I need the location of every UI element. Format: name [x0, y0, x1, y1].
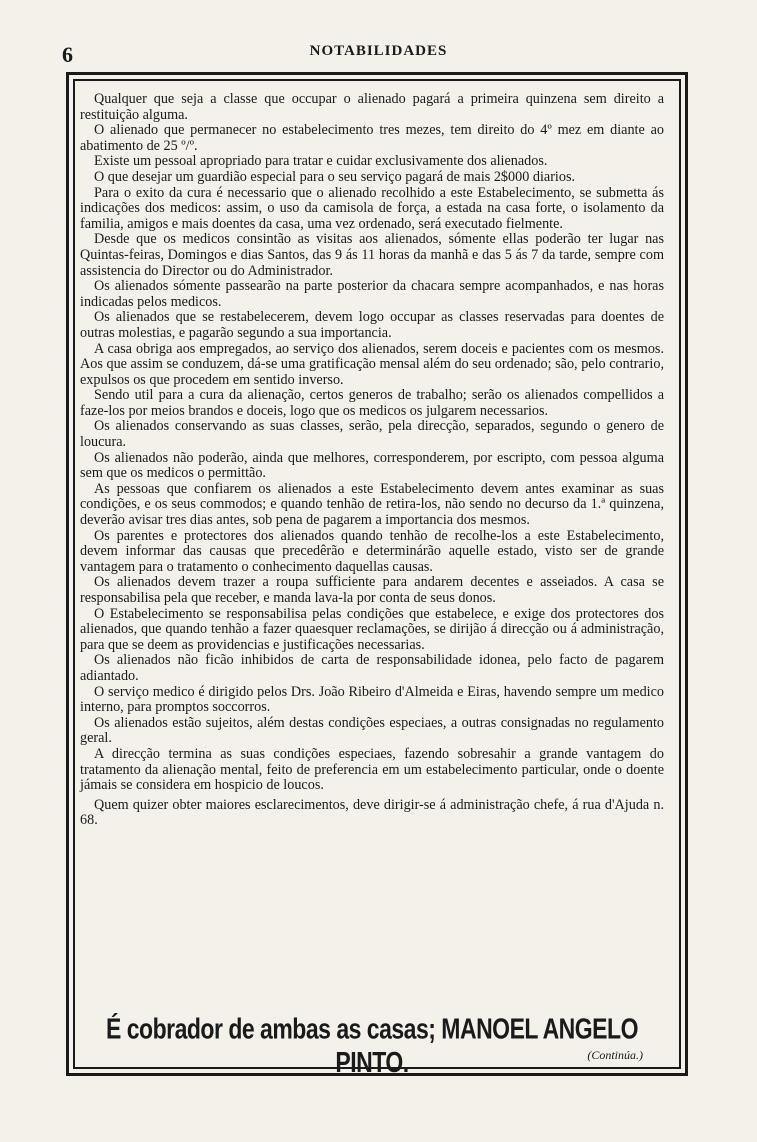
paragraph: O que desejar um guardião especial para o seu serviço pagará de mais 2$000 diarios. — [94, 168, 576, 185]
paragraph: Desde que os medicos consintão as visitas aos alienados, sómente ellas poderão ter lugar nas Quintas-feiras, Domingos e dias Santos, das 9 ás 11 horas da manhã e das 5 ás 7 da tarde, sempre com assistencia do Director ou do Administrador. — [80, 231, 664, 279]
paragraph: Os alienados sómente passearão na parte posterior da chacara sempre acompanhados, e nas horas indicadas pelos medicos. — [80, 278, 664, 310]
page-number: 6 — [62, 42, 73, 67]
paragraph: Quem quizer obter maiores esclarecimentos, deve dirigir-se á administração chefe, á rua d'Ajuda n. 68. — [80, 796, 664, 829]
collector-signature-line: É cobrador de ambas as casas; MANOEL ANGELO PINTO. — [106, 1012, 638, 1079]
continued-note: (Continúa.) — [587, 1048, 643, 1062]
notice-body — [80, 92, 664, 829]
paragraph: Os alienados devem trazer a roupa sufficiente para andarem decentes e asseiados. A casa se responsabilisa pela que receber, e manda lava-la por conta de seus donos. — [80, 574, 664, 606]
paragraph: O alienado que permanecer no estabelecimento tres mezes, tem direito do 4º mez em diante ao abatimento de 25 º/º. — [80, 122, 664, 154]
paragraph: Os alienados não poderão, ainda que melhores, corresponderem, por escripto, com pessoa alguma sem que os medicos o permittão. — [80, 449, 664, 482]
paragraph: O serviço medico é dirigido pelos Drs. João Ribeiro d'Almeida e Eiras, havendo sempre um medico interno, para promptos soccorros. — [80, 683, 664, 716]
paragraph: O Estabelecimento se responsabilisa pelas condições que estabelece, e exige dos protectores dos alienados, que quando tenhão a fazer quaesquer reclamações, se dirijão á direcção ou á administração, para que se deem as providencias e justificações necessarias. — [80, 605, 664, 653]
paragraph: A direcção termina as suas condições especiaes, fazendo sobresahir a grande vantagem do tratamento da alienação mental, feito de preferencia em um estabelecimento particular, onde o doente jámais se considera em hospicio de loucos. — [80, 745, 664, 794]
paragraph: Os alienados não ficão inhibidos de carta de responsabilidade idonea, pelo facto de pagarem adiantado. — [80, 652, 664, 684]
paragraph: As pessoas que confiarem os alienados a este Estabelecimento devem antes examinar as suas condições, e os seus commodos; e quando tenhão de retira-los, não sendo no decurso da 1.ª quinzena, deverão avisar tres dias antes, sob pena de pagarem a importancia dos mesmos. — [80, 480, 664, 529]
paragraph: Os alienados conservando as suas classes, serão, pela direcção, separados, segundo o genero de loucura. — [80, 418, 664, 451]
paragraph: A casa obriga aos empregados, ao serviço dos alienados, serem doceis e pacientes com os mesmos. Aos que assim se conduzem, dá-se uma gratificação mensal além do seu ordenado; são, pelo contrario, expulsos os que procedem em sentido inverso. — [80, 340, 664, 388]
paragraph: Para o exito da cura é necessario que o alienado recolhido a este Estabelecimento, se submetta ás indicações dos medicos: assim, o uso da camisola de força, a estada na casa forte, o isolamento da familia, amigos e mais doentes da casa, uma vez ordenado, será executado fielmente. — [80, 184, 664, 232]
running-title: NOTABILIDADES — [309, 43, 448, 59]
paragraph: Sendo util para a cura da alienação, certos generos de trabalho; serão os alienados compellidos a faze-los por meios brandos e doceis, logo que os medicos os julgarem necessarios. — [80, 387, 664, 419]
paragraph: Os alienados que se restabelecerem, devem logo occupar as classes reservadas para doentes de outras molestias, e pagarão segundo a sua importancia. — [80, 309, 664, 341]
paragraph: Qualquer que seja a classe que occupar o alienado pagará a primeira quinzena sem direito a restituição alguma. — [80, 91, 664, 123]
paragraph: Existe um pessoal apropriado para tratar e cuidar exclusivamente dos alienados. — [94, 153, 548, 170]
paragraph: Os parentes e protectores dos alienados quando tenhão de recolhe-los a este Estabelecimento, devem informar das causas que precedêrão e determinárão aquelle estado, visto ser de grande vantagem para o tratamento o conhecimento daquellas causas. — [80, 527, 664, 575]
paragraph: Os alienados estão sujeitos, além destas condições especiaes, a outras consignadas no regulamento geral. — [80, 714, 664, 747]
